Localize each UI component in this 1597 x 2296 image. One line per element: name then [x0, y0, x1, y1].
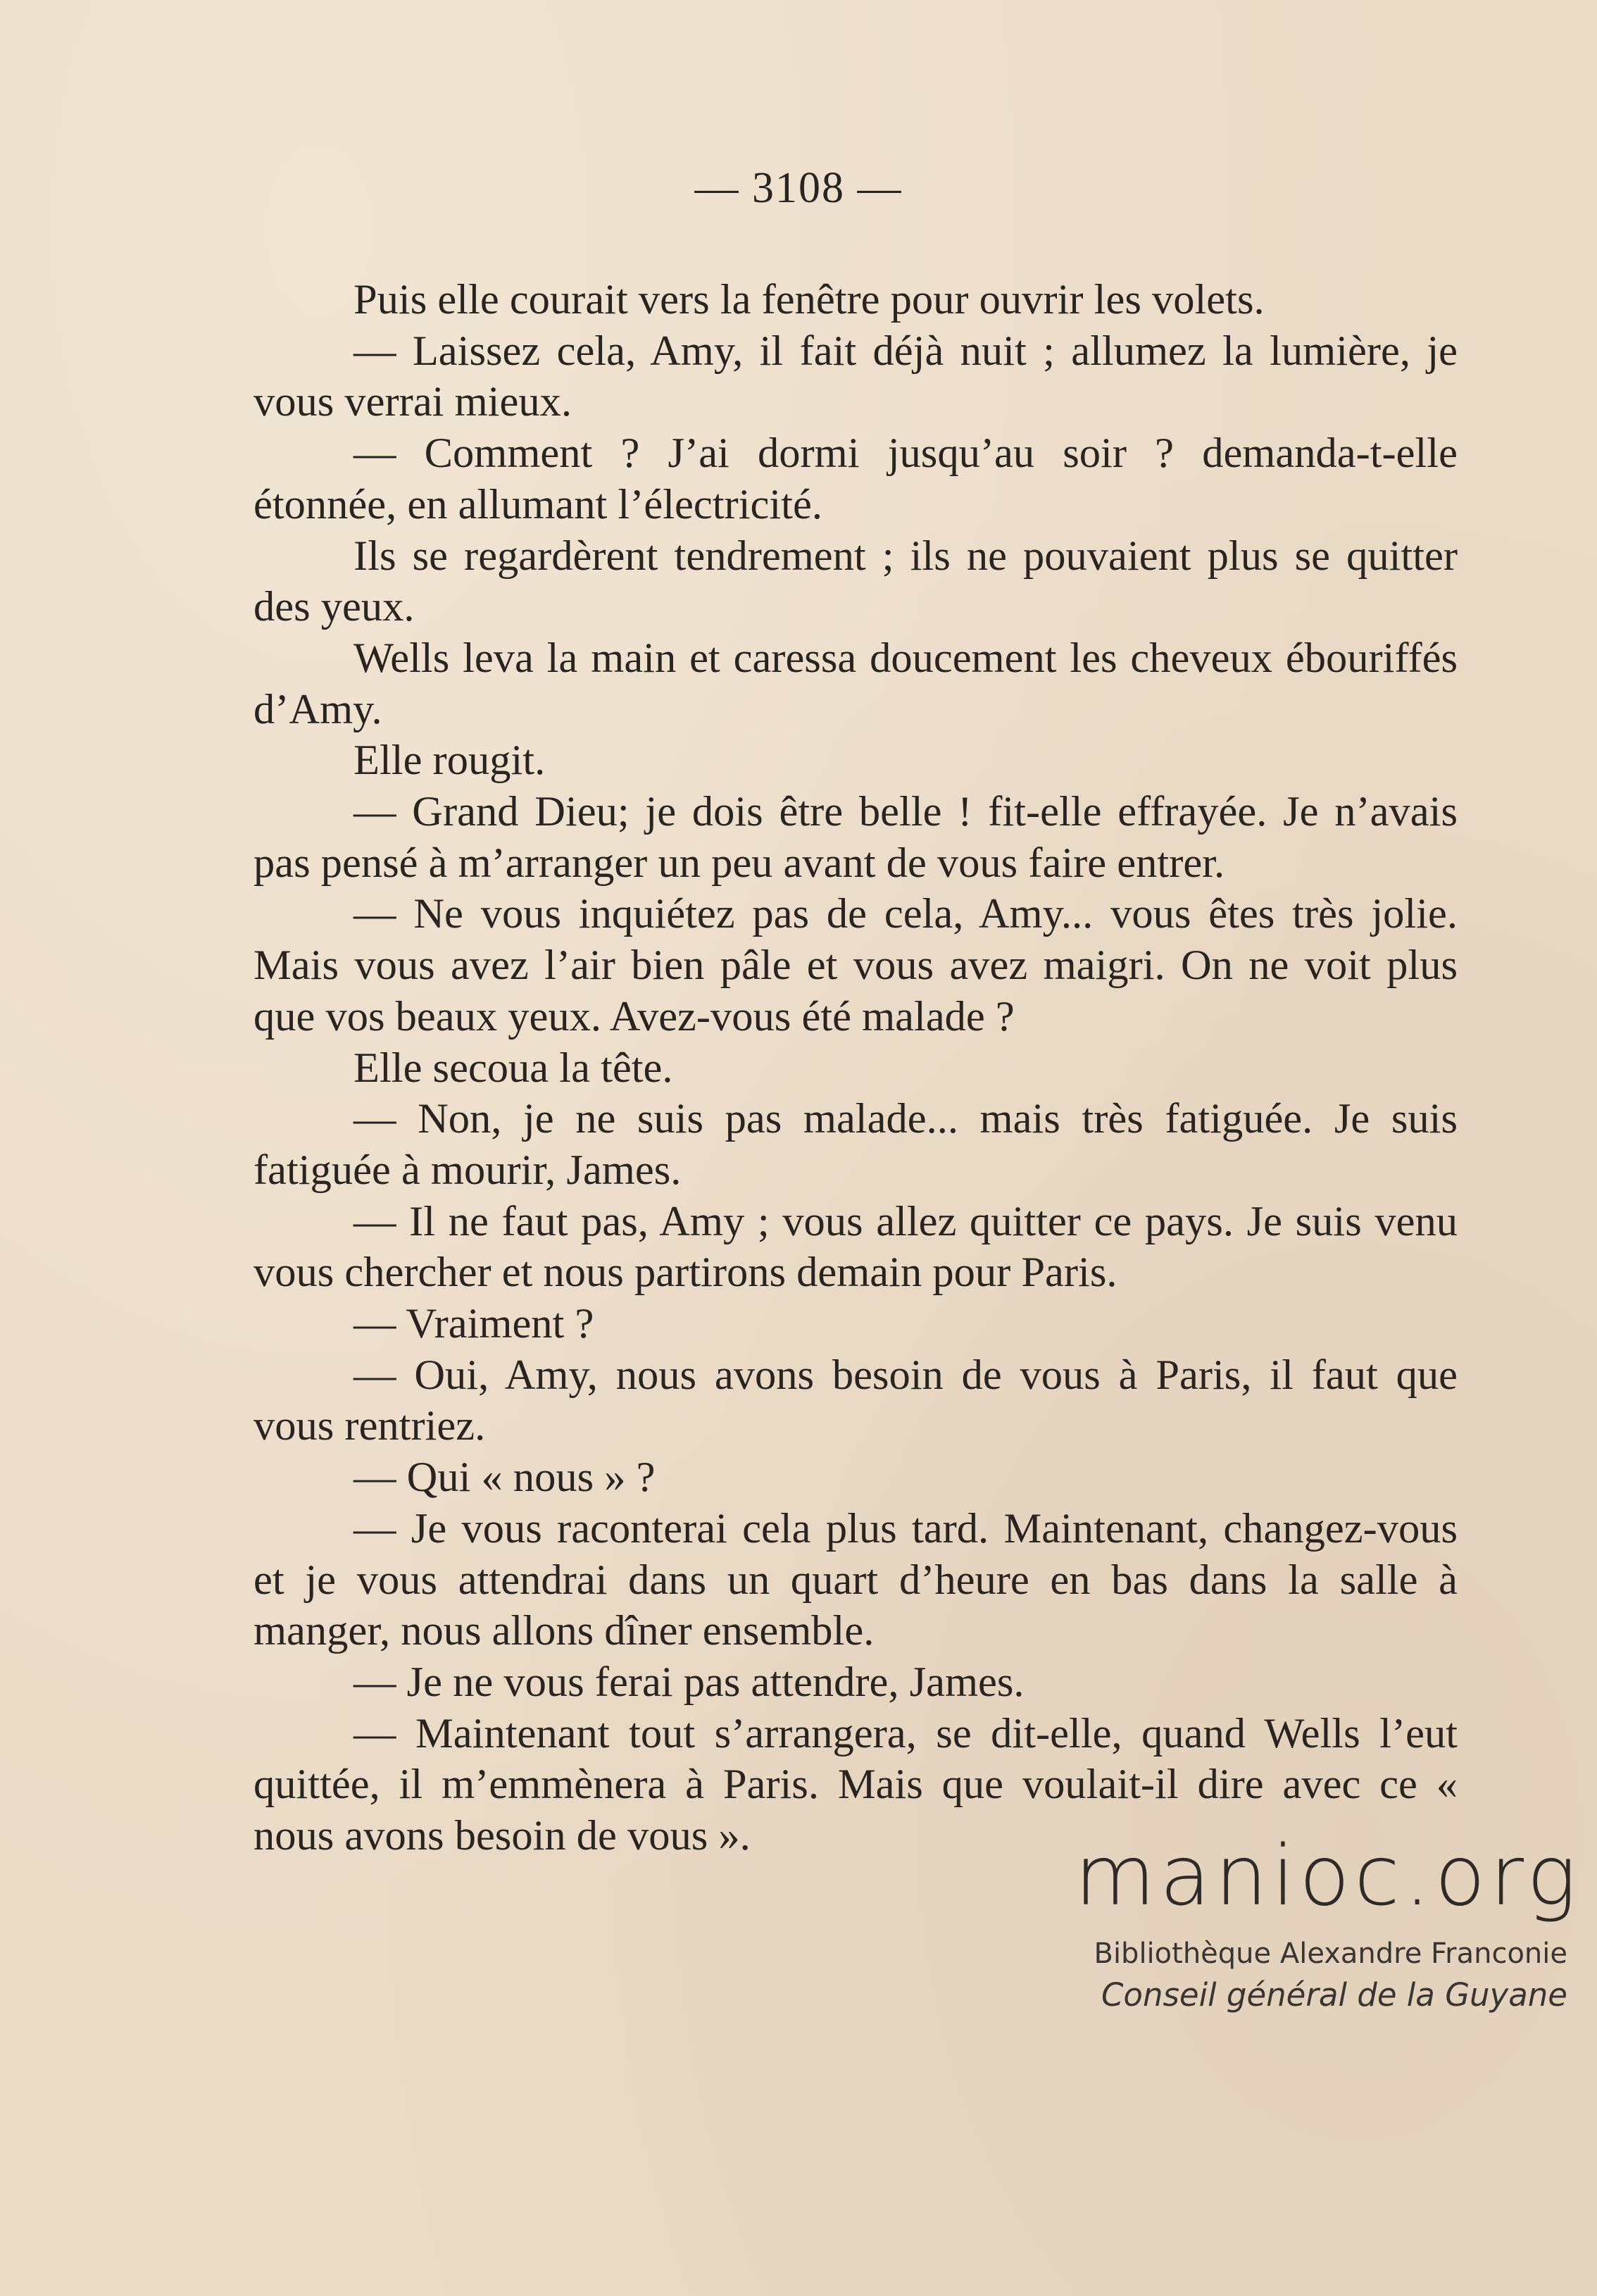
- paragraph: Elle rougit.: [353, 737, 546, 785]
- paragraph: — Je ne vous ferai pas attendre, James.: [353, 1658, 1025, 1706]
- paragraph: — Qui « nous » ?: [353, 1454, 656, 1502]
- paragraph: Wells leva la main et caressa doucement les cheveux ébouriffés d’Amy.: [253, 634, 1458, 733]
- watermark-council-name: Conseil général de la Guyane: [1101, 1976, 1567, 2014]
- paragraph: — Oui, Amy, nous avons besoin de vous à Paris, il faut que vous rentriez.: [253, 1351, 1458, 1450]
- page-number: — 3108 —: [694, 164, 903, 212]
- paragraph: — Il ne faut pas, Amy ; vous allez quitter ce pays. Je suis venu vous chercher et nous partirons demain pour Paris.: [253, 1197, 1458, 1297]
- paragraph: — Laissez cela, Amy, il fait déjà nuit ; allumez la lumière, je vous verrai mieux.: [253, 327, 1458, 426]
- watermark-library-name: Bibliothèque Alexandre Franconie: [1094, 1938, 1567, 1970]
- manioc-logo: manioc.org: [1075, 1827, 1581, 1924]
- paragraph: — Comment ? J’ai dormi jusqu’au soir ? demanda-t-elle étonnée, en allumant l’électricité.: [253, 430, 1458, 528]
- library-watermark: [1075, 1827, 1581, 2017]
- paragraph: Puis elle courait vers la fenêtre pour ouvrir les volets.: [353, 276, 1265, 323]
- paragraph: — Maintenant tout s’arrangera, se dit-elle, quand Wells l’eut quittée, il m’emmènera à Paris. Mais que voulait-il dire avec ce « nous avons besoin de vous ».: [253, 1709, 1458, 1860]
- paragraph: Ils se regardèrent tendrement ; ils ne pouvaient plus se quitter des yeux.: [253, 532, 1458, 631]
- paragraph: — Vraiment ?: [353, 1300, 594, 1348]
- paragraph: — Je vous raconterai cela plus tard. Maintenant, changez-vous et je vous attendrai dans un quart d’heure en bas dans la salle à manger, nous allons dîner ensemble.: [253, 1504, 1458, 1655]
- paragraph: — Ne vous inquiétez pas de cela, Amy... vous êtes très jolie. Mais vous avez l’air bien pâle et vous avez maigri. On ne voit plus que vos beaux yeux. Avez-vous été malade ?: [253, 890, 1458, 1040]
- paragraph: — Non, je ne suis pas malade... mais très fatiguée. Je suis fatiguée à mourir, James.: [253, 1095, 1458, 1194]
- paragraph: Elle secoua la tête.: [353, 1044, 673, 1092]
- paragraph: — Grand Dieu; je dois être belle ! fit-elle effrayée. Je n’avais pas pensé à m’arranger un peu avant de vous faire entrer.: [253, 788, 1458, 887]
- body-text: [253, 275, 1458, 1862]
